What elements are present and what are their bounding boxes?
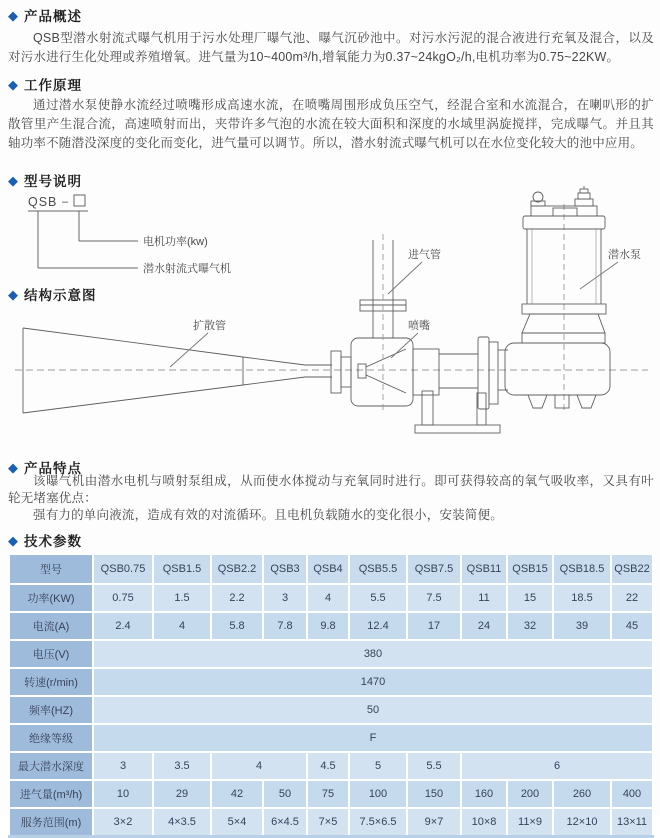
- model-box: [74, 195, 85, 206]
- spec-cell: 7×5: [307, 808, 349, 837]
- model-designation-diagram: [20, 190, 260, 285]
- diamond-icon: ◆: [8, 76, 18, 92]
- spec-cell: 12×10: [553, 808, 611, 837]
- spec-row: [9, 612, 653, 640]
- diamond-icon: ◆: [8, 459, 18, 475]
- spec-cell: 150: [407, 780, 461, 808]
- spec-cell: 24: [461, 612, 507, 640]
- section-model-header: [8, 170, 82, 190]
- spec-col-header: QSB11: [461, 554, 507, 584]
- discharge-pipe: [413, 349, 478, 395]
- features-paragraph-1: 该曝气机由潜水电机与喷射泵组成，从而使水体搅动与充氧同时进行。即可获得较高的氧气吸收率，又具有叶轮无堵塞优点：: [8, 474, 654, 505]
- spec-cell: 11: [461, 584, 507, 612]
- air-pipe-label: 进气管: [408, 249, 441, 261]
- nozzle-label: 喷嘴: [408, 320, 430, 332]
- spec-cell: 17: [407, 612, 461, 640]
- spec-row-label: 绝缘等级: [9, 724, 93, 752]
- spec-cell: 1470: [93, 668, 653, 696]
- diamond-icon: ◆: [8, 7, 18, 23]
- section-title: 产品特点: [24, 461, 82, 476]
- principle-paragraph: 通过潜水泵使静水流经过喷嘴形成高速水流，在喷嘴周围形成负压空气，经混合室和水流混合，在喇叭形的扩散管里产生混合流，高速喷射而出，夹带许多气泡的水流在较大面积和深度的水域里涡旋搅拌，完成曝气。并且其轴功率不随潜没深度的变化而变化，进气量可以调节。所以，潜水射流式曝气机可以在水位变化较大的池中应用。: [8, 98, 654, 150]
- spec-corner-header: 型号: [9, 554, 93, 584]
- spec-cell: 200: [507, 780, 553, 808]
- spec-cell: 7.5: [407, 584, 461, 612]
- spec-cell: 75: [307, 780, 349, 808]
- spec-col-header: QSB18.5: [553, 554, 611, 584]
- diamond-icon: ◆: [8, 286, 18, 302]
- overview-paragraph: QSB型潜水射流式曝气机用于污水处理厂曝气池、曝气沉砂池中。对污水污泥的混合液进行充氧及混合，以及对污水进行生化处理或养殖增氧。进气量为10~400m³/h,增氧能力为0.37~24kgO₂/h,电机功率为0.75~22KW。: [8, 31, 654, 64]
- spec-row-label: 功率(KW): [9, 584, 93, 612]
- spec-cell: 18.5: [553, 584, 611, 612]
- spec-cell: 4×3.5: [153, 808, 211, 837]
- throat-flanges: [331, 351, 351, 393]
- spec-cell: 1.5: [153, 584, 211, 612]
- diffuser-cone: [23, 328, 332, 413]
- spec-row-label: 频率(HZ): [9, 696, 93, 724]
- spec-cell: 11×9: [507, 808, 553, 837]
- spec-row: [9, 584, 653, 612]
- spec-cell: F: [93, 724, 653, 752]
- spec-cell: 3×2: [93, 808, 153, 837]
- spec-cell: 45: [611, 612, 653, 640]
- spec-cell: 400: [611, 780, 653, 808]
- spec-col-header: QSB22: [611, 554, 653, 584]
- spec-cell: 10×8: [461, 808, 507, 837]
- spec-cell: 29: [153, 780, 211, 808]
- spec-row: [9, 696, 653, 724]
- spec-cell: 39: [553, 612, 611, 640]
- spec-cell: 5×4: [211, 808, 263, 837]
- spec-cell: 2.2: [211, 584, 263, 612]
- spec-row-label: 最大潜水深度: [9, 752, 93, 780]
- spec-cell: 0.75: [93, 584, 153, 612]
- spec-cell: 42: [211, 780, 263, 808]
- diamond-icon: ◆: [8, 172, 18, 188]
- air-inlet-pipe: [360, 234, 406, 414]
- features-paragraph-2: 强有力的单向液流，造成有效的对流循环。且电机负载随水的变化很小，安装简便。: [33, 508, 503, 522]
- spec-col-header: QSB3: [263, 554, 307, 584]
- spec-col-header: QSB4: [307, 554, 349, 584]
- spec-cell: 3: [263, 584, 307, 612]
- spec-row: [9, 724, 653, 752]
- spec-col-header: QSB15: [507, 554, 553, 584]
- pump-flange: [478, 337, 508, 409]
- spec-cell: 4.5: [307, 752, 349, 780]
- spec-cell: 15: [507, 584, 553, 612]
- spec-cell: 13×11: [611, 808, 653, 837]
- model-code: QSB: [28, 195, 58, 209]
- section-title: 型号说明: [24, 174, 82, 189]
- spec-cell: 4: [153, 612, 211, 640]
- spec-cell: 3: [93, 752, 153, 780]
- spec-row: [9, 752, 653, 780]
- spec-row: [9, 640, 653, 668]
- spec-row: [9, 780, 653, 808]
- mixing-chamber: [351, 338, 413, 406]
- spec-cell: 12.4: [349, 612, 407, 640]
- spec-col-header: QSB0.75: [93, 554, 153, 584]
- spec-cell: 3.5: [153, 752, 211, 780]
- spec-cell: 7.5×6.5: [349, 808, 407, 837]
- spec-cell: 9.8: [307, 612, 349, 640]
- specs-table: [8, 553, 654, 838]
- spec-row-label: 电压(V): [9, 640, 93, 668]
- spec-cell: 2.4: [93, 612, 153, 640]
- section-specs-header: [8, 530, 82, 550]
- diamond-icon: ◆: [8, 532, 18, 548]
- section-title: 结构示意图: [24, 288, 97, 303]
- spec-cell: 5.5: [407, 752, 461, 780]
- spec-row-label: 服务范围(m): [9, 808, 93, 837]
- spec-cell: 50: [93, 696, 653, 724]
- model-type-label: 潜水射流式曝气机: [143, 263, 231, 275]
- spec-cell: 6: [461, 752, 653, 780]
- spec-cell: 260: [553, 780, 611, 808]
- spec-cell: 7.8: [263, 612, 307, 640]
- spec-row-label: 电流(A): [9, 612, 93, 640]
- spec-cell: 5.8: [211, 612, 263, 640]
- model-dash: –: [62, 196, 69, 208]
- spec-cell: 10: [93, 780, 153, 808]
- spec-col-header: QSB7.5: [407, 554, 461, 584]
- spec-cell: 100: [349, 780, 407, 808]
- spec-cell: 5: [349, 752, 407, 780]
- spec-cell: 6×4.5: [263, 808, 307, 837]
- spec-row-label: 进气量(m³/h): [9, 780, 93, 808]
- spec-cell: 5.5: [349, 584, 407, 612]
- spec-cell: 9×7: [407, 808, 461, 837]
- spec-cell: 50: [263, 780, 307, 808]
- section-overview-header: [8, 5, 82, 25]
- spec-cell: 22: [611, 584, 653, 612]
- spec-row-label: 转速(r/min): [9, 668, 93, 696]
- spec-col-header: QSB5.5: [349, 554, 407, 584]
- section-title: 工作原理: [24, 78, 82, 93]
- spec-cell: 4: [211, 752, 307, 780]
- section-title: 产品概述: [24, 9, 82, 24]
- support-stand: [415, 391, 500, 433]
- spec-cell: 380: [93, 640, 653, 668]
- diffuser-label: 扩散管: [193, 320, 226, 332]
- section-structure-header: [8, 284, 97, 304]
- spec-col-header: QSB2.2: [211, 554, 263, 584]
- spec-cell: 160: [461, 780, 507, 808]
- model-power-label: 电机功率(kw): [143, 236, 208, 248]
- spec-col-header: QSB1.5: [153, 554, 211, 584]
- pump-label: 潜水泵: [608, 249, 641, 261]
- spec-row: [9, 808, 653, 837]
- spec-cell: 4: [307, 584, 349, 612]
- spec-cell: 32: [507, 612, 553, 640]
- section-principle-header: [8, 74, 82, 94]
- spec-row: [9, 668, 653, 696]
- submersible-pump: [505, 186, 610, 411]
- section-title: 技术参数: [24, 534, 82, 549]
